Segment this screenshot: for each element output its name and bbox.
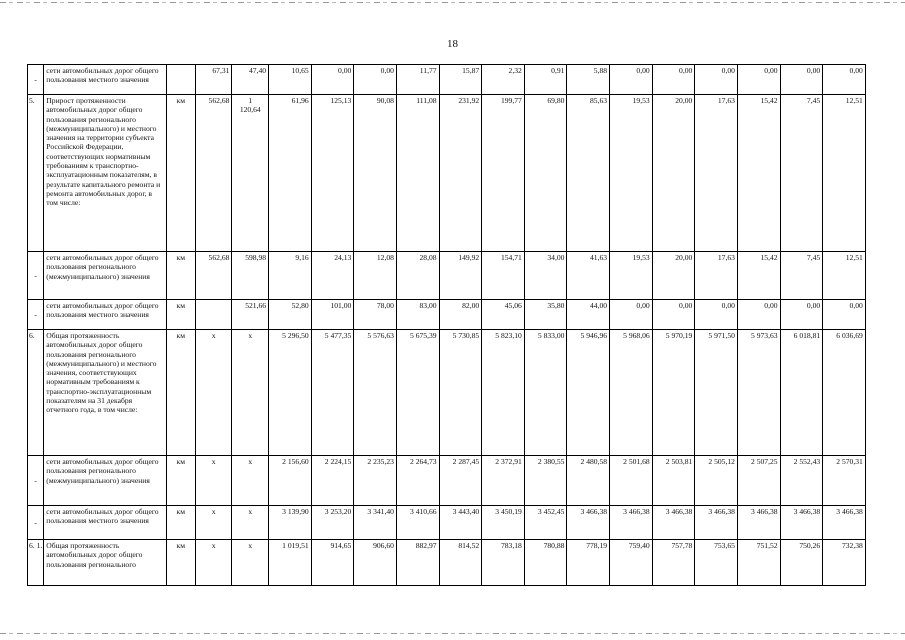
year-value-cell: 199,77 xyxy=(482,95,525,252)
year-value-cell: 2 552,43 xyxy=(780,456,823,506)
year-value-cell: 7,45 xyxy=(780,95,823,252)
year-value-cell: 3 410,66 xyxy=(396,506,439,540)
year-value-cell: 3 466,38 xyxy=(695,506,738,540)
year-value-cell: 0,00 xyxy=(780,65,823,95)
year-value-cell: 15,42 xyxy=(737,252,780,300)
year-value-cell: 3 466,38 xyxy=(737,506,780,540)
table-row xyxy=(28,540,905,586)
unit-cell: км xyxy=(166,506,195,540)
year-value-cell: 19,53 xyxy=(610,252,653,300)
row-index-cell: - xyxy=(28,506,44,540)
row-index-cell: 6. 1. xyxy=(28,540,44,586)
indicator-name-cell: сети автомобильных дорог общего пользования местного значения xyxy=(44,65,166,95)
year-value-cell: 10,65 xyxy=(269,65,312,95)
table-row xyxy=(28,506,905,540)
year-value-cell: 759,40 xyxy=(610,540,653,586)
base-value-cell: х xyxy=(195,330,232,456)
page-number: 18 xyxy=(447,38,458,50)
indicator-name-cell: сети автомобильных дорог общего пользования регионального (межмуниципального) значения xyxy=(44,456,166,506)
base-value-cell xyxy=(195,300,232,330)
indicator-name-cell: Общая протяженность автомобильных дорог общего пользования регионального (межмуниципального) и местного значения, соответствующих нормативным требованиям к транспортно-эксплуатационным показателям на 31 декабря отчетного года, в том числе: xyxy=(44,330,166,456)
year-value-cell: 9,16 xyxy=(269,252,312,300)
year-value-cell: 0,00 xyxy=(610,65,653,95)
year-value-cell: 17,63 xyxy=(695,252,738,300)
value-cell: х xyxy=(232,540,269,586)
base-value-cell: х xyxy=(195,506,232,540)
scan-edge-top xyxy=(0,2,905,3)
indicator-name-cell: сети автомобильных дорог общего пользования регионального (межмуниципального) значения xyxy=(44,252,166,300)
indicators-table xyxy=(27,64,905,586)
value-cell: 1 120,64 xyxy=(232,95,269,252)
value-cell: 521,66 xyxy=(232,300,269,330)
year-value-cell: 0,91 xyxy=(524,65,567,95)
year-value-cell: 0,00 xyxy=(311,65,354,95)
year-value-cell: 11,77 xyxy=(396,65,439,95)
year-value-cell: 20,00 xyxy=(652,95,695,252)
year-value-cell: 0,00 xyxy=(780,300,823,330)
table-row xyxy=(28,456,905,506)
year-value-cell: 5 970,19 xyxy=(652,330,695,456)
year-value-cell: 154,71 xyxy=(482,252,525,300)
year-value-cell: 3 452,45 xyxy=(524,506,567,540)
year-value-cell: 2 380,55 xyxy=(524,456,567,506)
unit-cell: км xyxy=(166,252,195,300)
year-value-cell: 0,00 xyxy=(737,65,780,95)
year-value-cell: 12,51 xyxy=(823,252,866,300)
unit-cell: км xyxy=(166,300,195,330)
year-value-cell: 7,45 xyxy=(780,252,823,300)
year-value-cell: 0,00 xyxy=(610,300,653,330)
year-value-cell: 149,92 xyxy=(439,252,482,300)
year-value-cell: 3 139,90 xyxy=(269,506,312,540)
year-value-cell: 906,60 xyxy=(354,540,397,586)
value-cell: х xyxy=(232,506,269,540)
year-value-cell: 3 466,38 xyxy=(610,506,653,540)
year-value-cell: 3 341,40 xyxy=(354,506,397,540)
base-value-cell: 562,68 xyxy=(195,252,232,300)
year-value-cell: 15,42 xyxy=(737,95,780,252)
year-value-cell: 783,18 xyxy=(482,540,525,586)
year-value-cell: 5 477,35 xyxy=(311,330,354,456)
year-value-cell: 5 730,85 xyxy=(439,330,482,456)
year-value-cell: 882,97 xyxy=(396,540,439,586)
year-value-cell: 2 287,45 xyxy=(439,456,482,506)
year-value-cell: 15,87 xyxy=(439,65,482,95)
year-value-cell: 111,08 xyxy=(396,95,439,252)
year-value-cell: 41,63 xyxy=(567,252,610,300)
year-value-cell: 17,63 xyxy=(695,95,738,252)
year-value-cell: 5 833,00 xyxy=(524,330,567,456)
year-value-cell: 2 507,25 xyxy=(737,456,780,506)
year-value-cell: 2 505,12 xyxy=(695,456,738,506)
year-value-cell: 814,52 xyxy=(439,540,482,586)
year-value-cell: 3 443,40 xyxy=(439,506,482,540)
year-value-cell: 0,00 xyxy=(695,65,738,95)
value-cell: 598,98 xyxy=(232,252,269,300)
year-value-cell: 2,32 xyxy=(482,65,525,95)
unit-cell: км xyxy=(166,95,195,252)
year-value-cell: 44,00 xyxy=(567,300,610,330)
year-value-cell: 52,80 xyxy=(269,300,312,330)
unit-cell: км xyxy=(166,456,195,506)
year-value-cell: 0,00 xyxy=(737,300,780,330)
year-value-cell: 2 156,60 xyxy=(269,456,312,506)
unit-cell: км xyxy=(166,330,195,456)
year-value-cell: 2 224,15 xyxy=(311,456,354,506)
value-cell: х xyxy=(232,456,269,506)
year-value-cell: 750,26 xyxy=(780,540,823,586)
row-index-cell: 6. xyxy=(28,330,44,456)
year-value-cell: 2 235,23 xyxy=(354,456,397,506)
year-value-cell: 83,00 xyxy=(396,300,439,330)
year-value-cell: 28,08 xyxy=(396,252,439,300)
year-value-cell: 0,00 xyxy=(652,65,695,95)
year-value-cell: 101,00 xyxy=(311,300,354,330)
year-value-cell: 5 576,63 xyxy=(354,330,397,456)
year-value-cell: 2 264,73 xyxy=(396,456,439,506)
scan-edge-bottom xyxy=(0,633,905,634)
year-value-cell: 757,78 xyxy=(652,540,695,586)
table-row xyxy=(28,95,905,252)
year-value-cell: 753,65 xyxy=(695,540,738,586)
year-value-cell: 6 036,69 xyxy=(823,330,866,456)
year-value-cell: 12,51 xyxy=(823,95,866,252)
year-value-cell: 5 823,10 xyxy=(482,330,525,456)
table-row xyxy=(28,65,905,95)
row-index-cell: - xyxy=(28,300,44,330)
year-value-cell: 3 466,38 xyxy=(780,506,823,540)
year-value-cell: 732,38 xyxy=(823,540,866,586)
year-value-cell: 5 971,50 xyxy=(695,330,738,456)
year-value-cell: 3 450,19 xyxy=(482,506,525,540)
year-value-cell: 69,80 xyxy=(524,95,567,252)
value-cell: х xyxy=(232,330,269,456)
year-value-cell: 2 372,91 xyxy=(482,456,525,506)
indicator-name-cell: Прирост протяженности автомобильных дорог общего пользования регионального (межмуниципального) и местного значения на территории субъекта Российской Федерации, соответствующих нормативным требованиям к транспортно-эксплуатационным показателям, в результате капитального ремонта и ремонта автомобильных дорог, в том числе: xyxy=(44,95,166,252)
year-value-cell: 5 296,50 xyxy=(269,330,312,456)
year-value-cell: 2 501,68 xyxy=(610,456,653,506)
year-value-cell: 5 675,39 xyxy=(396,330,439,456)
year-value-cell: 45,06 xyxy=(482,300,525,330)
row-index-cell: - xyxy=(28,65,44,95)
year-value-cell: 90,08 xyxy=(354,95,397,252)
year-value-cell: 780,88 xyxy=(524,540,567,586)
year-value-cell: 2 480,58 xyxy=(567,456,610,506)
base-value-cell: 562,68 xyxy=(195,95,232,252)
year-value-cell: 3 466,38 xyxy=(567,506,610,540)
row-index-cell: - xyxy=(28,252,44,300)
year-value-cell: 82,00 xyxy=(439,300,482,330)
year-value-cell: 5,88 xyxy=(567,65,610,95)
row-index-cell: - xyxy=(28,456,44,506)
year-value-cell: 0,00 xyxy=(823,300,866,330)
year-value-cell: 78,00 xyxy=(354,300,397,330)
base-value-cell: х xyxy=(195,456,232,506)
table-row xyxy=(28,330,905,456)
year-value-cell: 5 973,63 xyxy=(737,330,780,456)
year-value-cell: 0,00 xyxy=(354,65,397,95)
year-value-cell: 2 503,81 xyxy=(652,456,695,506)
year-value-cell: 6 018,81 xyxy=(780,330,823,456)
year-value-cell: 0,00 xyxy=(823,65,866,95)
year-value-cell: 914,65 xyxy=(311,540,354,586)
year-value-cell: 778,19 xyxy=(567,540,610,586)
indicator-name-cell: сети автомобильных дорог общего пользования местного значения xyxy=(44,300,166,330)
year-value-cell: 20,00 xyxy=(652,252,695,300)
year-value-cell: 231,92 xyxy=(439,95,482,252)
table-row xyxy=(28,252,905,300)
table-row xyxy=(28,300,905,330)
year-value-cell: 24,13 xyxy=(311,252,354,300)
year-value-cell: 85,63 xyxy=(567,95,610,252)
year-value-cell: 12,08 xyxy=(354,252,397,300)
indicator-name-cell: сети автомобильных дорог общего пользования местного значения xyxy=(44,506,166,540)
unit-cell: км xyxy=(166,540,195,586)
row-index-cell: 5. xyxy=(28,95,44,252)
year-value-cell: 5 946,96 xyxy=(567,330,610,456)
year-value-cell: 3 466,38 xyxy=(652,506,695,540)
year-value-cell: 5 968,06 xyxy=(610,330,653,456)
indicator-name-cell: Общая протяженность автомобильных дорог общего пользования регионального xyxy=(44,540,166,586)
year-value-cell: 3 466,38 xyxy=(823,506,866,540)
unit-cell xyxy=(166,65,195,95)
year-value-cell: 35,80 xyxy=(524,300,567,330)
year-value-cell: 751,52 xyxy=(737,540,780,586)
base-value-cell: 67,31 xyxy=(195,65,232,95)
base-value-cell: х xyxy=(195,540,232,586)
year-value-cell: 0,00 xyxy=(695,300,738,330)
year-value-cell: 2 570,31 xyxy=(823,456,866,506)
year-value-cell: 34,00 xyxy=(524,252,567,300)
year-value-cell: 125,13 xyxy=(311,95,354,252)
year-value-cell: 1 019,51 xyxy=(269,540,312,586)
year-value-cell: 3 253,20 xyxy=(311,506,354,540)
year-value-cell: 19,53 xyxy=(610,95,653,252)
value-cell: 47,40 xyxy=(232,65,269,95)
year-value-cell: 61,96 xyxy=(269,95,312,252)
year-value-cell: 0,00 xyxy=(652,300,695,330)
